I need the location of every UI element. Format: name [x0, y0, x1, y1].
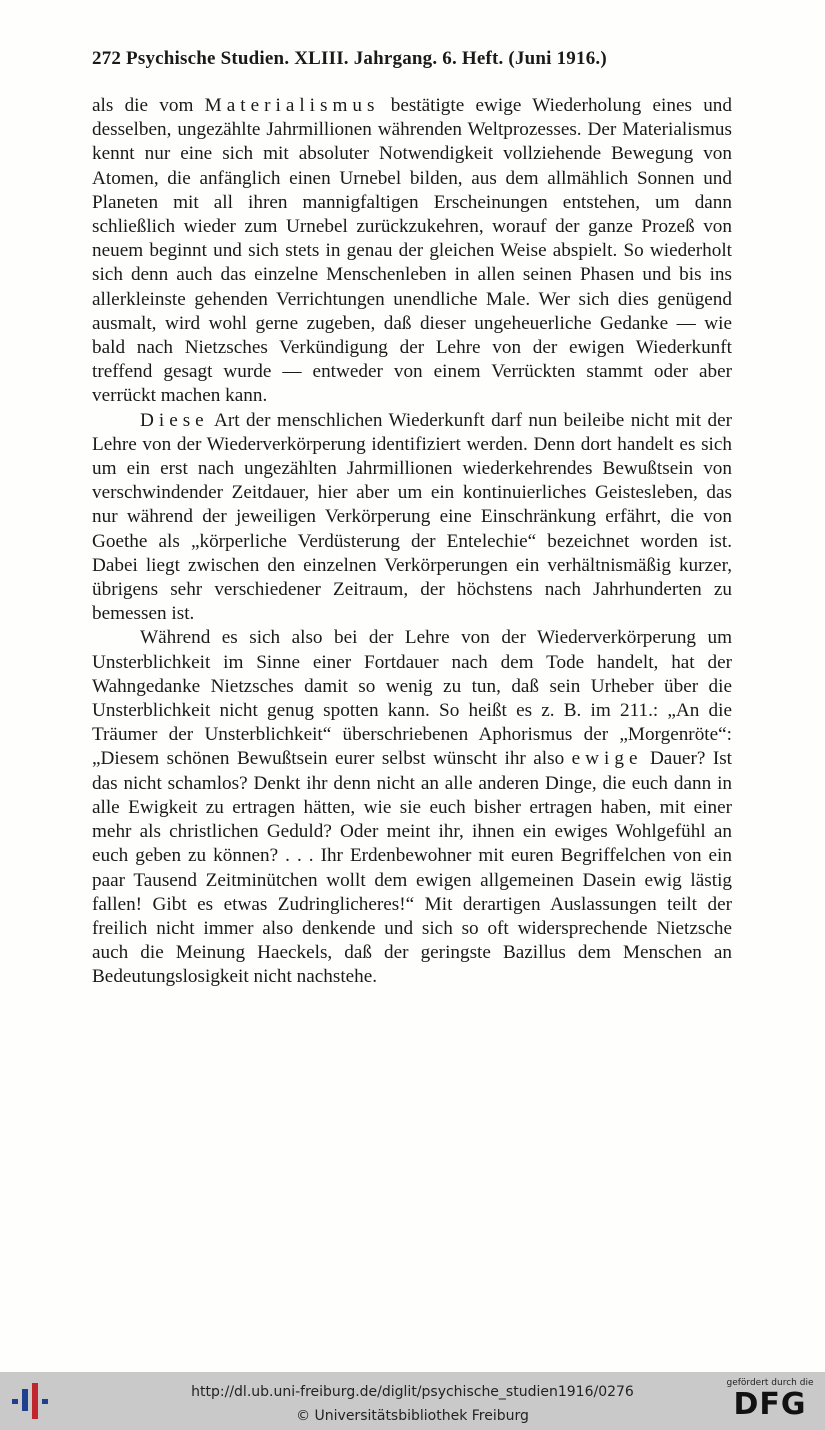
- dfg-funding-note: gefördert durch die: [726, 1378, 814, 1388]
- paragraph-text: Dauer? Ist das nicht schamlos? Denkt ihr denn nicht an alle anderen Dinge, die euch dann in alle Ewigkeit zu ertragen hätten, wie sie euch bisher ertragen haben, mit einer mehr als christlichen Geduld? Oder meint ihr, ihnen ein ewiges Wohlgefühl an euch geben zu können? . . . Ihr Erdenbewohner mit euren Begriffelchen von ein paar Tausend Zeitminütchen wollt dem ewigen allgemeinen Dasein ewig lästig fallen! Gibt es etwas Zudringlicheres!“ Mit derartigen Auslassungen teilt der freilich nicht immer also denkende und sich so oft widersprechende Nietzsche auch die Meinung Haeckels, daß der geringste Bazillus dem Menschen an Bedeutungslosigkeit nicht nachstehe.: [92, 748, 733, 988]
- dfg-wordmark: DFG: [733, 1387, 807, 1422]
- paragraph-1: [92, 94, 732, 409]
- viewer-footer: [0, 1372, 825, 1430]
- paragraph-2: [92, 409, 732, 627]
- dfg-logo: [725, 1378, 815, 1426]
- emphasized-word: Materialismus: [204, 95, 380, 116]
- copyright-notice: © Universitätsbibliothek Freiburg: [296, 1408, 529, 1424]
- document-url-link[interactable]: http://dl.ub.uni-freiburg.de/diglit/psychische_studien1916/0276: [191, 1384, 634, 1400]
- paragraph-3: [92, 626, 732, 989]
- running-header: 272 Psychische Studien. XLIII. Jahrgang. 6. Heft. (Juni 1916.): [92, 48, 607, 69]
- emphasized-word: Diese: [140, 409, 209, 431]
- article-body: [92, 94, 732, 990]
- paragraph-text: Während es sich also bei der Lehre von der Wiederverkörperung um Unsterblichkeit im Sinne einer Fortdauer nach dem Tode handelt, hat der Wahngedanke Nietzsches damit so wenig zu tun, daß sein Urheber über die Unsterblichkeit nicht genug spotten kann. So heißt es z. B. im 211.: „An die Träumer der Unsterblichkeit“ überschriebenen Aphorismus der „Morgenröte“: „Diesem schönen Bewußtsein eurer selbst wünscht ihr also: [92, 627, 732, 770]
- emphasized-word: ewige: [571, 748, 643, 770]
- paragraph-text: Art der menschlichen Wiederkunft darf nun beileibe nicht mit der Lehre von der Wiederverkörperung identifiziert werden. Denn dort handelt es sich um ein erst nach ungezählten Jahrmillionen wiederkehrendes Bewußtsein von verschwindender Zeitdauer, hier aber um ein kontinuierliches Geistesleben, das nur während der jeweiligen Verkörperung eine Einschränkung erfährt, die von Goethe als „körperliche Verdüsterung der Entelechie“ bezeichnet worden ist. Dabei liegt zwischen den einzelnen Verkörperungen ein verhältnismäßig kurzer, übrigens sehr verschiedener Zeitraum, der höchstens nach Jahrhunderten zu bemessen ist.: [92, 409, 732, 625]
- paragraph-text: als die vom: [92, 95, 205, 116]
- paragraph-text: bestätigte ewige Wiederholung eines und desselben, ungezählte Jahrmillionen währenden Weltprozesses. Der Materialismus kennt nur eine sich mit absoluter Notwendigkeit vollziehende Bewegung von Atomen, die anfänglich einen Urnebel bilden, aus dem allmählich Sonnen und Planeten mit all ihren mannigfaltigen Erscheinungen entstehen, um dann schließlich wieder zum Urnebel zurückzukehren, worauf der ganze Prozeß von neuem beginnt und sich stets in genau der gleichen Weise abspielt. So wiederholt sich denn auch das einzelne Menschenleben in allen seinen Phasen und bis ins allerkleinste gehenden Verrichtungen unendliche Male. Wer sich dies genügend ausmalt, wird wohl gerne zugeben, daß dieser ungeheuerliche Gedanke — wie bald nach Nietzsches Verkündigung der Lehre von der ewigen Wiederkunft treffend gesagt wurde — entweder von einem Verrückten stammt oder aber verrückt machen kann.: [92, 95, 732, 407]
